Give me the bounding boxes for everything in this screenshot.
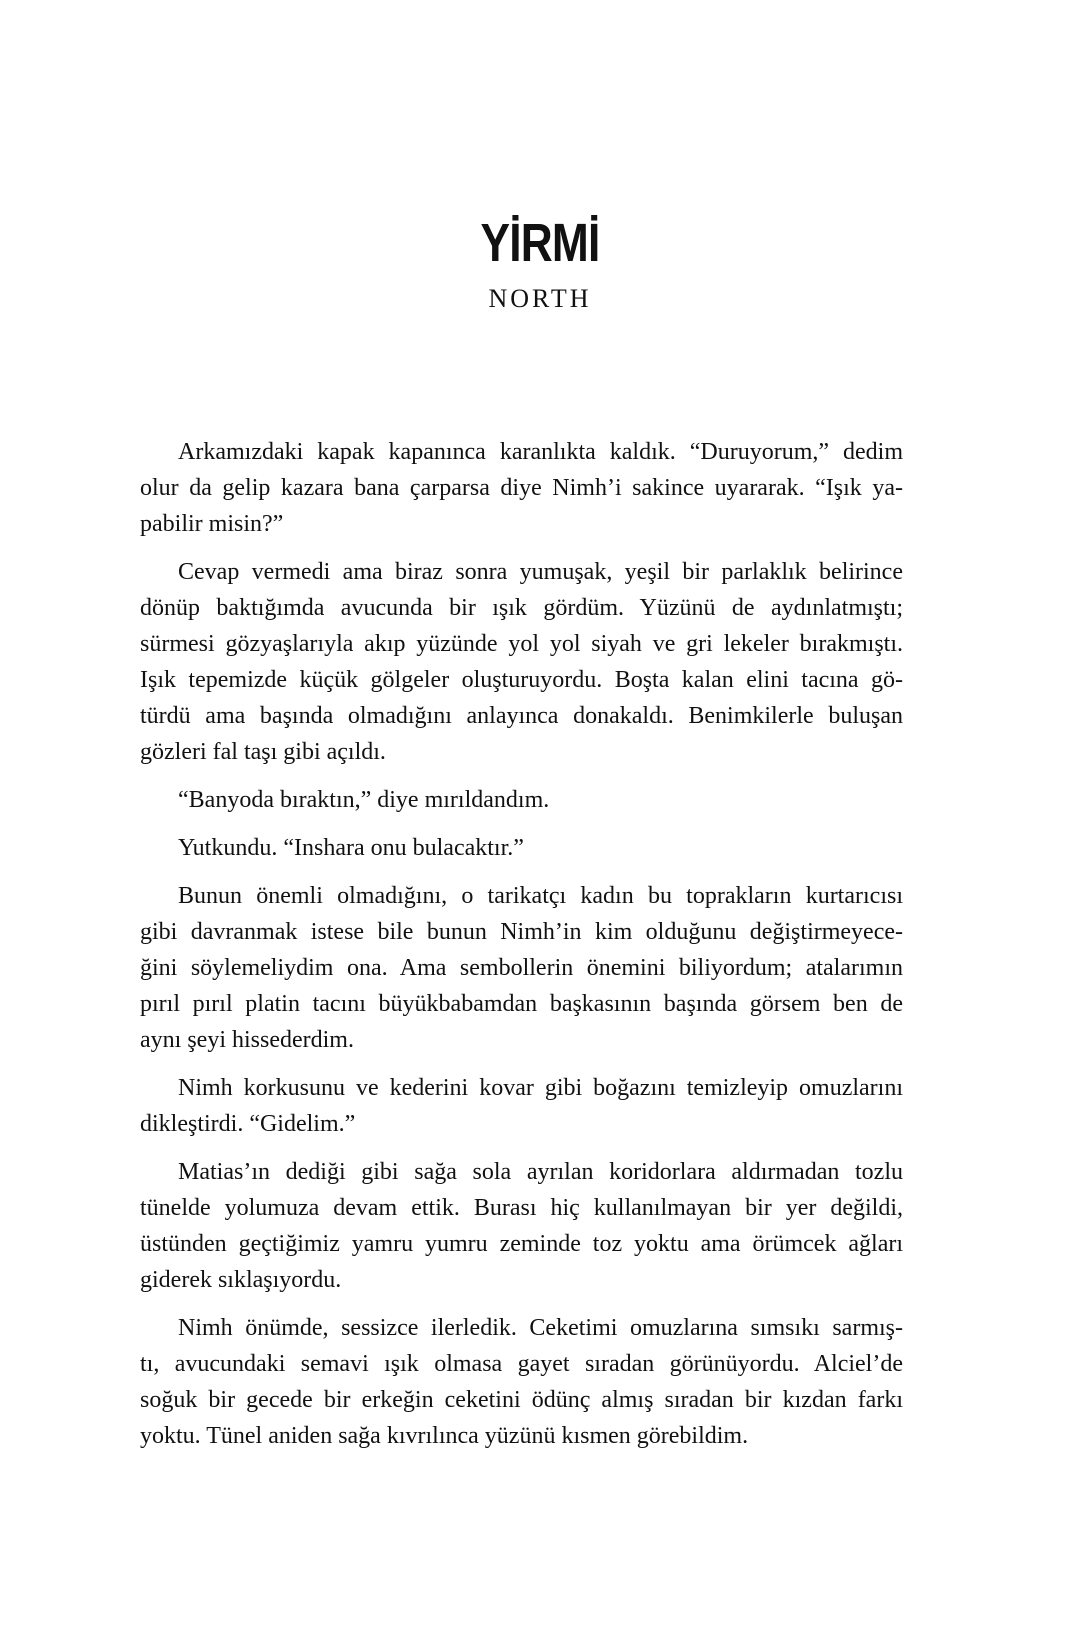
text-line: Nimh korkusunu ve kederini kovar gibi boğazını temizleyip omuzlarını	[178, 1075, 903, 1101]
text-line: türdü ama başında olmadığını anlayınca donakaldı. Benimkilerle buluşan	[140, 703, 903, 729]
text-line: pırıl pırıl platin tacını büyükbabamdan başkasının başında görsem ben de	[140, 991, 903, 1017]
text-line: ğini söylemeliydim ona. Ama sembollerin önemini biliyordum; atalarımın	[140, 955, 903, 981]
text-line: pabilir misin?”	[140, 511, 284, 537]
text-line: sürmesi gözyaşlarıyla akıp yüzünde yol yol siyah ve gri lekeler bırakmıştı.	[140, 631, 903, 657]
text-line: giderek sıklaşıyordu.	[140, 1267, 342, 1293]
body-text	[140, 434, 903, 1466]
text-line: Cevap vermedi ama biraz sonra yumuşak, yeşil bir parlaklık belirince	[178, 559, 903, 585]
paragraph	[140, 554, 903, 770]
text-line: gibi davranmak istese bile bunun Nimh’in kim olduğunu değiştirmeyece-	[140, 919, 903, 945]
paragraph	[140, 878, 903, 1058]
text-line: Bunun önemli olmadığını, o tarikatçı kadın bu toprakların kurtarıcısı	[178, 883, 903, 909]
paragraph	[140, 1310, 903, 1454]
text-line: üstünden geçtiğimiz yamru yumru zeminde toz yoktu ama örümcek ağları	[140, 1231, 903, 1257]
paragraph	[140, 434, 903, 542]
paragraph	[140, 830, 903, 866]
text-line: soğuk bir gecede bir erkeğin ceketini ödünç almış sıradan bir kızdan farkı	[140, 1387, 903, 1413]
text-line: Işık tepemizde küçük gölgeler oluşturuyordu. Boşta kalan elini tacına gö-	[140, 667, 903, 693]
paragraph	[140, 1070, 903, 1142]
text-line: Arkamızdaki kapak kapanınca karanlıkta kaldık. “Duruyorum,” dedim	[178, 439, 903, 465]
text-line: gözleri fal taşı gibi açıldı.	[140, 739, 386, 765]
text-line: dönüp baktığımda avucunda bir ışık gördüm. Yüzünü de aydınlatmıştı;	[140, 595, 903, 621]
text-line: tünelde yolumuza devam ettik. Burası hiç kullanılmayan bir yer değildi,	[140, 1195, 903, 1221]
paragraph	[140, 782, 903, 818]
text-line: olur da gelip kazara bana çarparsa diye Nimh’i sakince uyararak. “Işık ya-	[140, 475, 903, 501]
text-line: yoktu. Tünel aniden sağa kıvrılınca yüzünü kısmen görebildim.	[140, 1423, 749, 1449]
chapter-title: NORTH	[488, 284, 592, 313]
chapter-number: YİRMİ	[480, 213, 600, 273]
text-line: dikleştirdi. “Gidelim.”	[140, 1111, 356, 1137]
paragraph	[140, 1154, 903, 1298]
text-line: Yutkundu. “Inshara onu bulacaktır.”	[178, 835, 524, 861]
text-line: aynı şeyi hissederdim.	[140, 1027, 354, 1053]
text-line: “Banyoda bıraktın,” diye mırıldandım.	[178, 787, 550, 813]
text-line: Matias’ın dediği gibi sağa sola ayrılan koridorlara aldırmadan tozlu	[178, 1159, 903, 1185]
text-line: tı, avucundaki semavi ışık olmasa gayet sıradan görünüyordu. Alciel’de	[140, 1351, 903, 1377]
text-line: Nimh önümde, sessizce ilerledik. Ceketimi omuzlarına sımsıkı sarmış-	[178, 1315, 903, 1341]
